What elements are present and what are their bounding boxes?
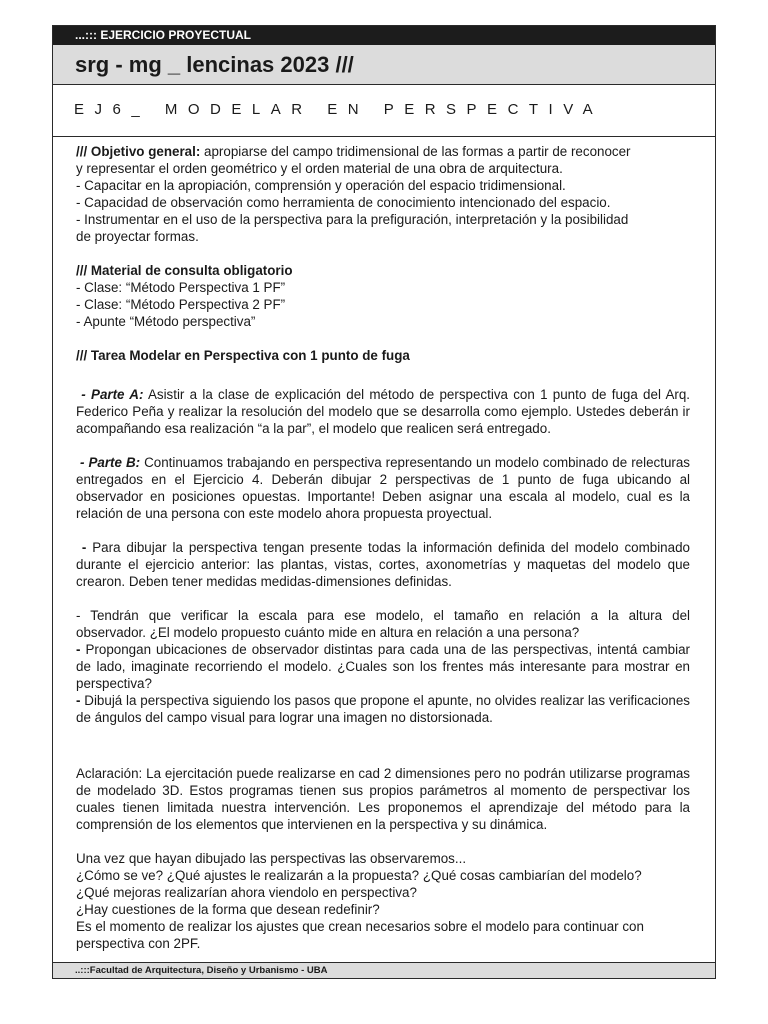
parte-b-text: Continuamos trabajando en perspectiva representando un modelo combinado de relecturas entregados en el Ejercicio 4. Deberán dibujar 2 perspectivas de 1 punto de fuga ubicando al observador en posiciones opuestas. Importante! Deben asignar una escala al modelo, cual es la relación de una persona con este modelo ahora propuesta proyectual. xyxy=(76,455,690,521)
dibuja-text: Dibujá la perspectiva siguiendo los pasos que propone el apunte, no olvides realizar las verificaciones de ángulos del campo visual para lograr una imagen no distorsionada. xyxy=(76,693,690,725)
objective-bullet: - Capacidad de observación como herramienta de conocimiento intencionado del espacio. xyxy=(76,195,611,210)
title-box xyxy=(53,45,715,85)
material-item: - Clase: “Método Perspectiva 1 PF” xyxy=(76,280,286,295)
footer-bar xyxy=(53,962,715,978)
closing-line: ¿Cómo se ve? ¿Qué ajustes le realizarán a la propuesta? ¿Qué cosas cambiarían del modelo? xyxy=(76,868,642,883)
objective-text-1: apropiarse del campo tridimensional de las formas a partir de reconocer xyxy=(204,144,631,159)
objective-bullet: - Instrumentar en el uso de la perspectiva para la prefiguración, interpretación y la posibilidad xyxy=(76,212,629,227)
exercise-subtitle: EJ6_ MODELAR EN PERSPECTIVA xyxy=(74,101,604,118)
closing-line: Es el momento de realizar los ajustes que crean necesarios sobre el modelo para continuar con xyxy=(76,919,644,934)
parte-b-paragraph xyxy=(76,454,690,522)
content-body xyxy=(76,143,690,952)
objective-line-1 xyxy=(76,143,690,160)
closing-line: Una vez que hayan dibujado las perspectivas las observaremos... xyxy=(76,851,467,866)
section-label: ...::: EJERCICIO PROYECTUAL xyxy=(75,28,252,42)
exercise-sheet xyxy=(52,25,716,979)
footer-label: ..:::Facultad de Arquitectura, Diseño y Urbanismo - UBA xyxy=(75,965,328,976)
material-item: - Clase: “Método Perspectiva 2 PF” xyxy=(76,297,286,312)
material-item: - Apunte “Método perspectiva” xyxy=(76,314,256,329)
parte-a-paragraph xyxy=(76,386,690,437)
ubicaciones-paragraph: - Propongan ubicaciones de observador distintas para cada una de las perspectivas, intentá cambiar de lado, imaginate recorriendo el modelo. ¿Cuales son los frentes más interesante para mostrar en perspectiva? xyxy=(76,642,690,691)
ubicaciones-text: Propongan ubicaciones de observador distintas para cada una de las perspectivas, intentá cambiar de lado, imaginate recorriendo el modelo. ¿Cuales son los frentes más interesante para mostrar en perspectiva? xyxy=(76,642,690,691)
aclaracion-paragraph: Aclaración: La ejercitación puede realizarse en cad 2 dimensiones pero no podrán utilizarse programas de modelado 3D. Estos programas tienen sus propios parámetros al momento de perspectivar los cuales tienen limitada nuestra intervención. Les proponemos el aprendizaje del método para la comprensión de los elementos que intervienen en la perspectiva y su dinámica. xyxy=(76,766,690,832)
objective-bullet: de proyectar formas. xyxy=(76,229,199,244)
objective-heading: Objetivo general: xyxy=(90,144,201,159)
objective-bullet: - Capacitar en la apropiación, comprensión y operación del espacio tridimensional. xyxy=(76,178,566,193)
task-heading: /// Tarea Modelar en Perspectiva con 1 punto de fuga xyxy=(76,348,410,363)
page-title: srg - mg _ lencinas 2023 /// xyxy=(75,52,354,77)
subtitle-box xyxy=(53,85,715,137)
objective-line-2: y representar el orden geométrico y el orden material de una obra de arquitectura. xyxy=(76,161,563,176)
dibujar-text: Para dibujar la perspectiva tengan presente todas la información definida del modelo combinado durante el ejercicio anterior: las plantas, vistas, cortes, axonometrías y maquetas del modelo que crearon. Deben tener medidas medidas-dimensiones definidas. xyxy=(76,540,690,589)
objective-prefix: /// xyxy=(76,144,88,159)
section-label-bar xyxy=(53,26,715,45)
closing-line: perspectiva con 2PF. xyxy=(76,936,201,951)
closing-line: ¿Hay cuestiones de la forma que desean redefinir? xyxy=(76,902,380,917)
escala-line-2: observador. ¿El modelo propuesto cuánto mide en altura en relación a una persona? xyxy=(76,625,580,640)
material-heading: /// Material de consulta obligatorio xyxy=(76,263,293,278)
dibuja-paragraph: - Dibujá la perspectiva siguiendo los pasos que propone el apunte, no olvides realizar las verificaciones de ángulos del campo visual para lograr una imagen no distorsionada. xyxy=(76,693,690,725)
parte-b-label: - Parte B: xyxy=(80,455,141,470)
closing-line: ¿Qué mejoras realizarían ahora viendolo en perspectiva? xyxy=(76,885,417,900)
dibujar-paragraph: - Para dibujar la perspectiva tengan presente todas la información definida del modelo combinado durante el ejercicio anterior: las plantas, vistas, cortes, axonometrías y maquetas del modelo que crearon. Deben tener medidas medidas-dimensiones definidas. xyxy=(76,540,690,589)
escala-line-1: - Tendrán que verificar la escala para ese modelo, el tamaño en relación a la altura del xyxy=(76,608,690,623)
parte-a-text: Asistir a la clase de explicación del método de perspectiva con 1 punto de fuga del Arq. Federico Peña y realizar la resolución del modelo que se desarrolla como ejemplo. Ustedes deberán ir acompañando esa realización “a la par”, el modelo que realicen será entregado. xyxy=(76,387,691,436)
parte-a-label: - Parte A: xyxy=(81,387,144,402)
